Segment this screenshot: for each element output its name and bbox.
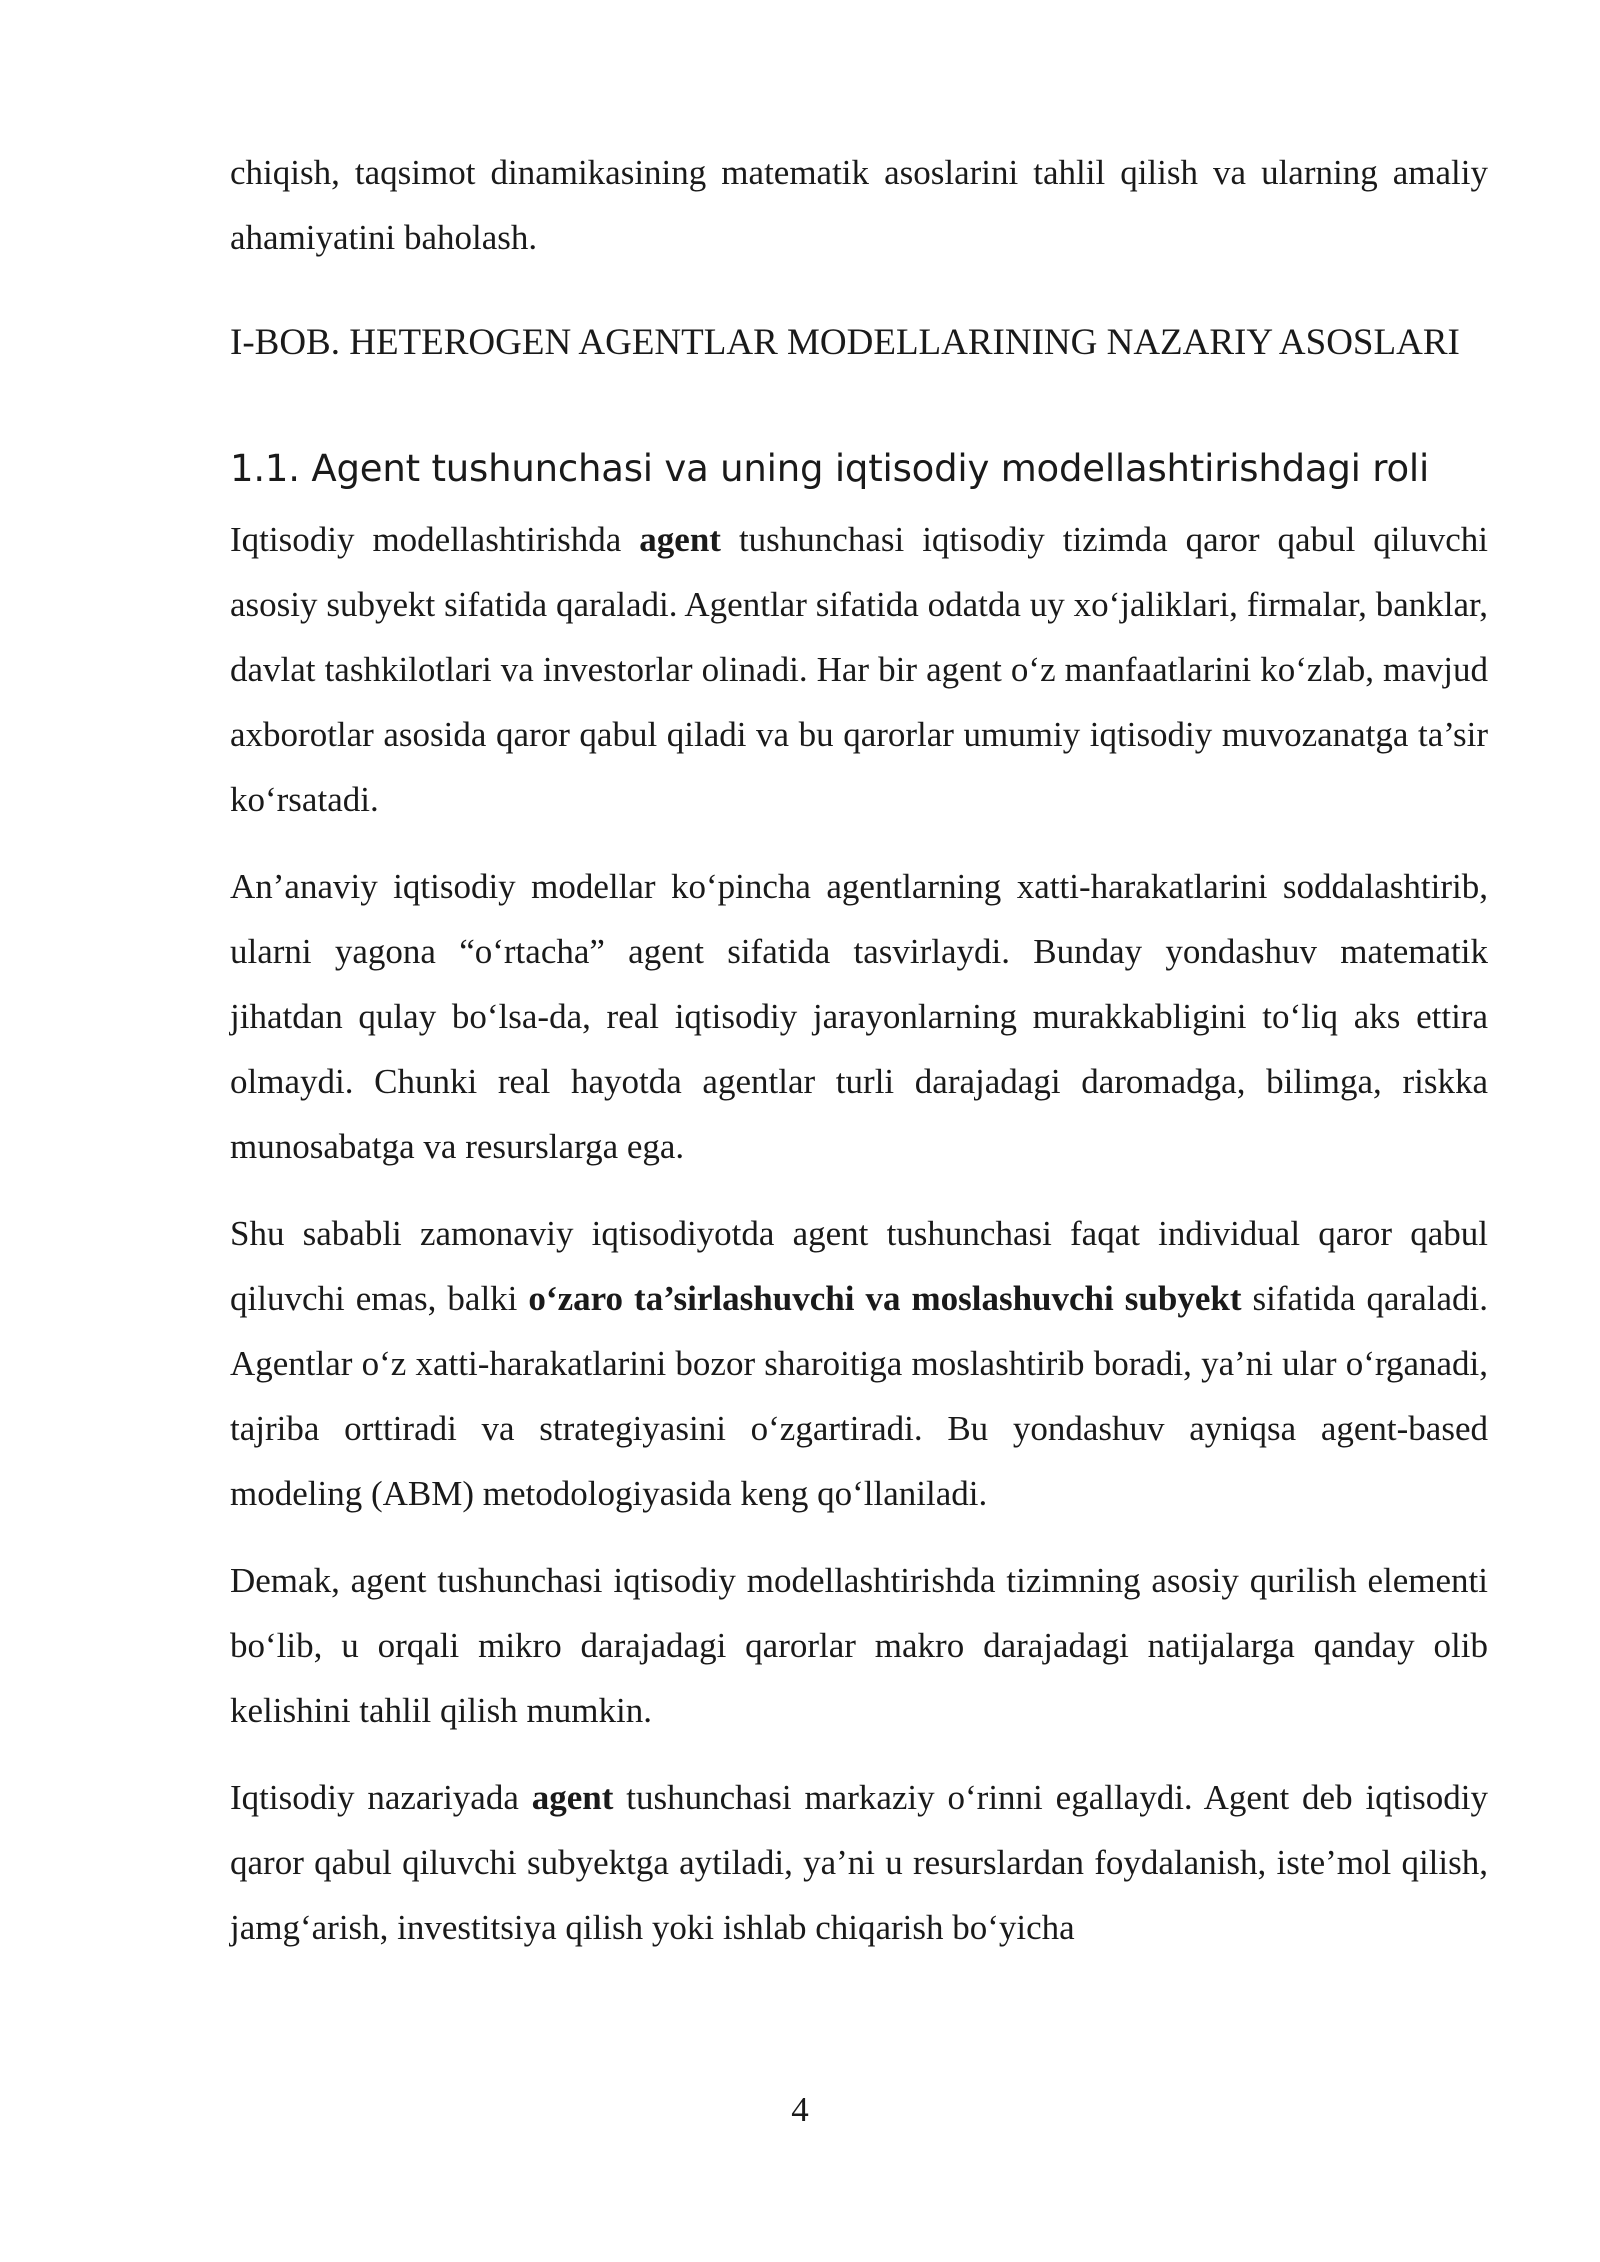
- paragraph-1-after: tushunchasi iqtisodiy tizimda qaror qabul qiluvchi asosiy subyekt sifatida qaraladi. Agentlar sifatida odatda uy xo‘jaliklari, firmalar, banklar, davlat tashkilotlari va investorlar olinadi. Har bir agent o‘z manfaatlarini ko‘zlab, mavjud axborotlar asosida qaror qabul qiladi va bu qarorlar umumiy iqtisodiy muvozanatga ta’sir ko‘rsatadi.: [230, 520, 1488, 819]
- paragraph-5-before: Iqtisodiy nazariyada: [230, 1778, 532, 1817]
- section-title: 1.1. Agent tushunchasi va uning iqtisodiy modellashtirishdagi roli: [230, 447, 1430, 490]
- paragraph-1: [230, 507, 1488, 832]
- paragraph-2: An’anaviy iqtisodiy modellar ko‘pincha agentlarning xatti-harakatlarini soddalashtirib, ularni yagona “o‘rtacha” agent sifatida tasvirlaydi. Bunday yondashuv matematik jihatdan qulay bo‘lsa-da, real iqtisodiy jarayonlarning murakkabligini to‘liq aks ettira olmaydi. Chunki real hayotda agentlar turli darajadagi daromadga, bilimga, riskka munosabatga va resurslarga ega.: [230, 867, 1488, 1166]
- paragraph-1-bold-term: agent: [639, 520, 721, 559]
- paragraph-1-before: Iqtisodiy modellashtirishda: [230, 520, 640, 559]
- paragraph-3-before: Shu sababli zamonaviy iqtisodiyotda agent tushunchasi faqat individual qaror qabul qiluvchi emas, balki: [230, 1214, 1488, 1318]
- intro-continuation: chiqish, taqsimot dinamikasining matematik asoslarini tahlil qilish va ularning amaliy ahamiyatini baholash.: [230, 153, 1488, 257]
- paragraph-3-after: sifatida qaraladi. Agentlar o‘z xatti-harakatlarini bozor sharoitiga moslashtirib boradi, ya’ni ular o‘rganadi, tajriba orttiradi va strategiyasini o‘zgartiradi. Bu yondashuv ayniqsa agent-based modeling (ABM) metodologiyasida keng qo‘llaniladi.: [230, 1279, 1489, 1513]
- paragraph-5-after: tushunchasi markaziy o‘rinni egallaydi. Agent deb iqtisodiy qaror qabul qiluvchi subyektga aytiladi, ya’ni u resurslardan foydalanish, iste’mol qilish, jamg‘arish, investitsiya qilish yoki ishlab chiqarish bo‘yicha: [230, 1778, 1488, 1947]
- paragraph-4: Demak, agent tushunchasi iqtisodiy modellashtirishda tizimning asosiy qurilish elementi bo‘lib, u orqali mikro darajadagi qarorlar makro darajadagi natijalarga qanday olib kelishini tahlil qilish mumkin.: [230, 1561, 1488, 1730]
- paragraph-3: [230, 1201, 1488, 1526]
- paragraph-5-bold-term: agent: [531, 1778, 614, 1817]
- chapter-title: I-BOB. HETEROGEN AGENTLAR MODELLARINING NAZARIY ASOSLARI: [230, 322, 1460, 363]
- document-page: [230, 140, 1488, 1982]
- page-number: 4: [791, 2090, 809, 2129]
- paragraph-3-bold-term: o‘zaro ta’sirlashuvchi va moslashuvchi subyekt: [528, 1279, 1242, 1318]
- paragraph-5: [230, 1765, 1488, 1960]
